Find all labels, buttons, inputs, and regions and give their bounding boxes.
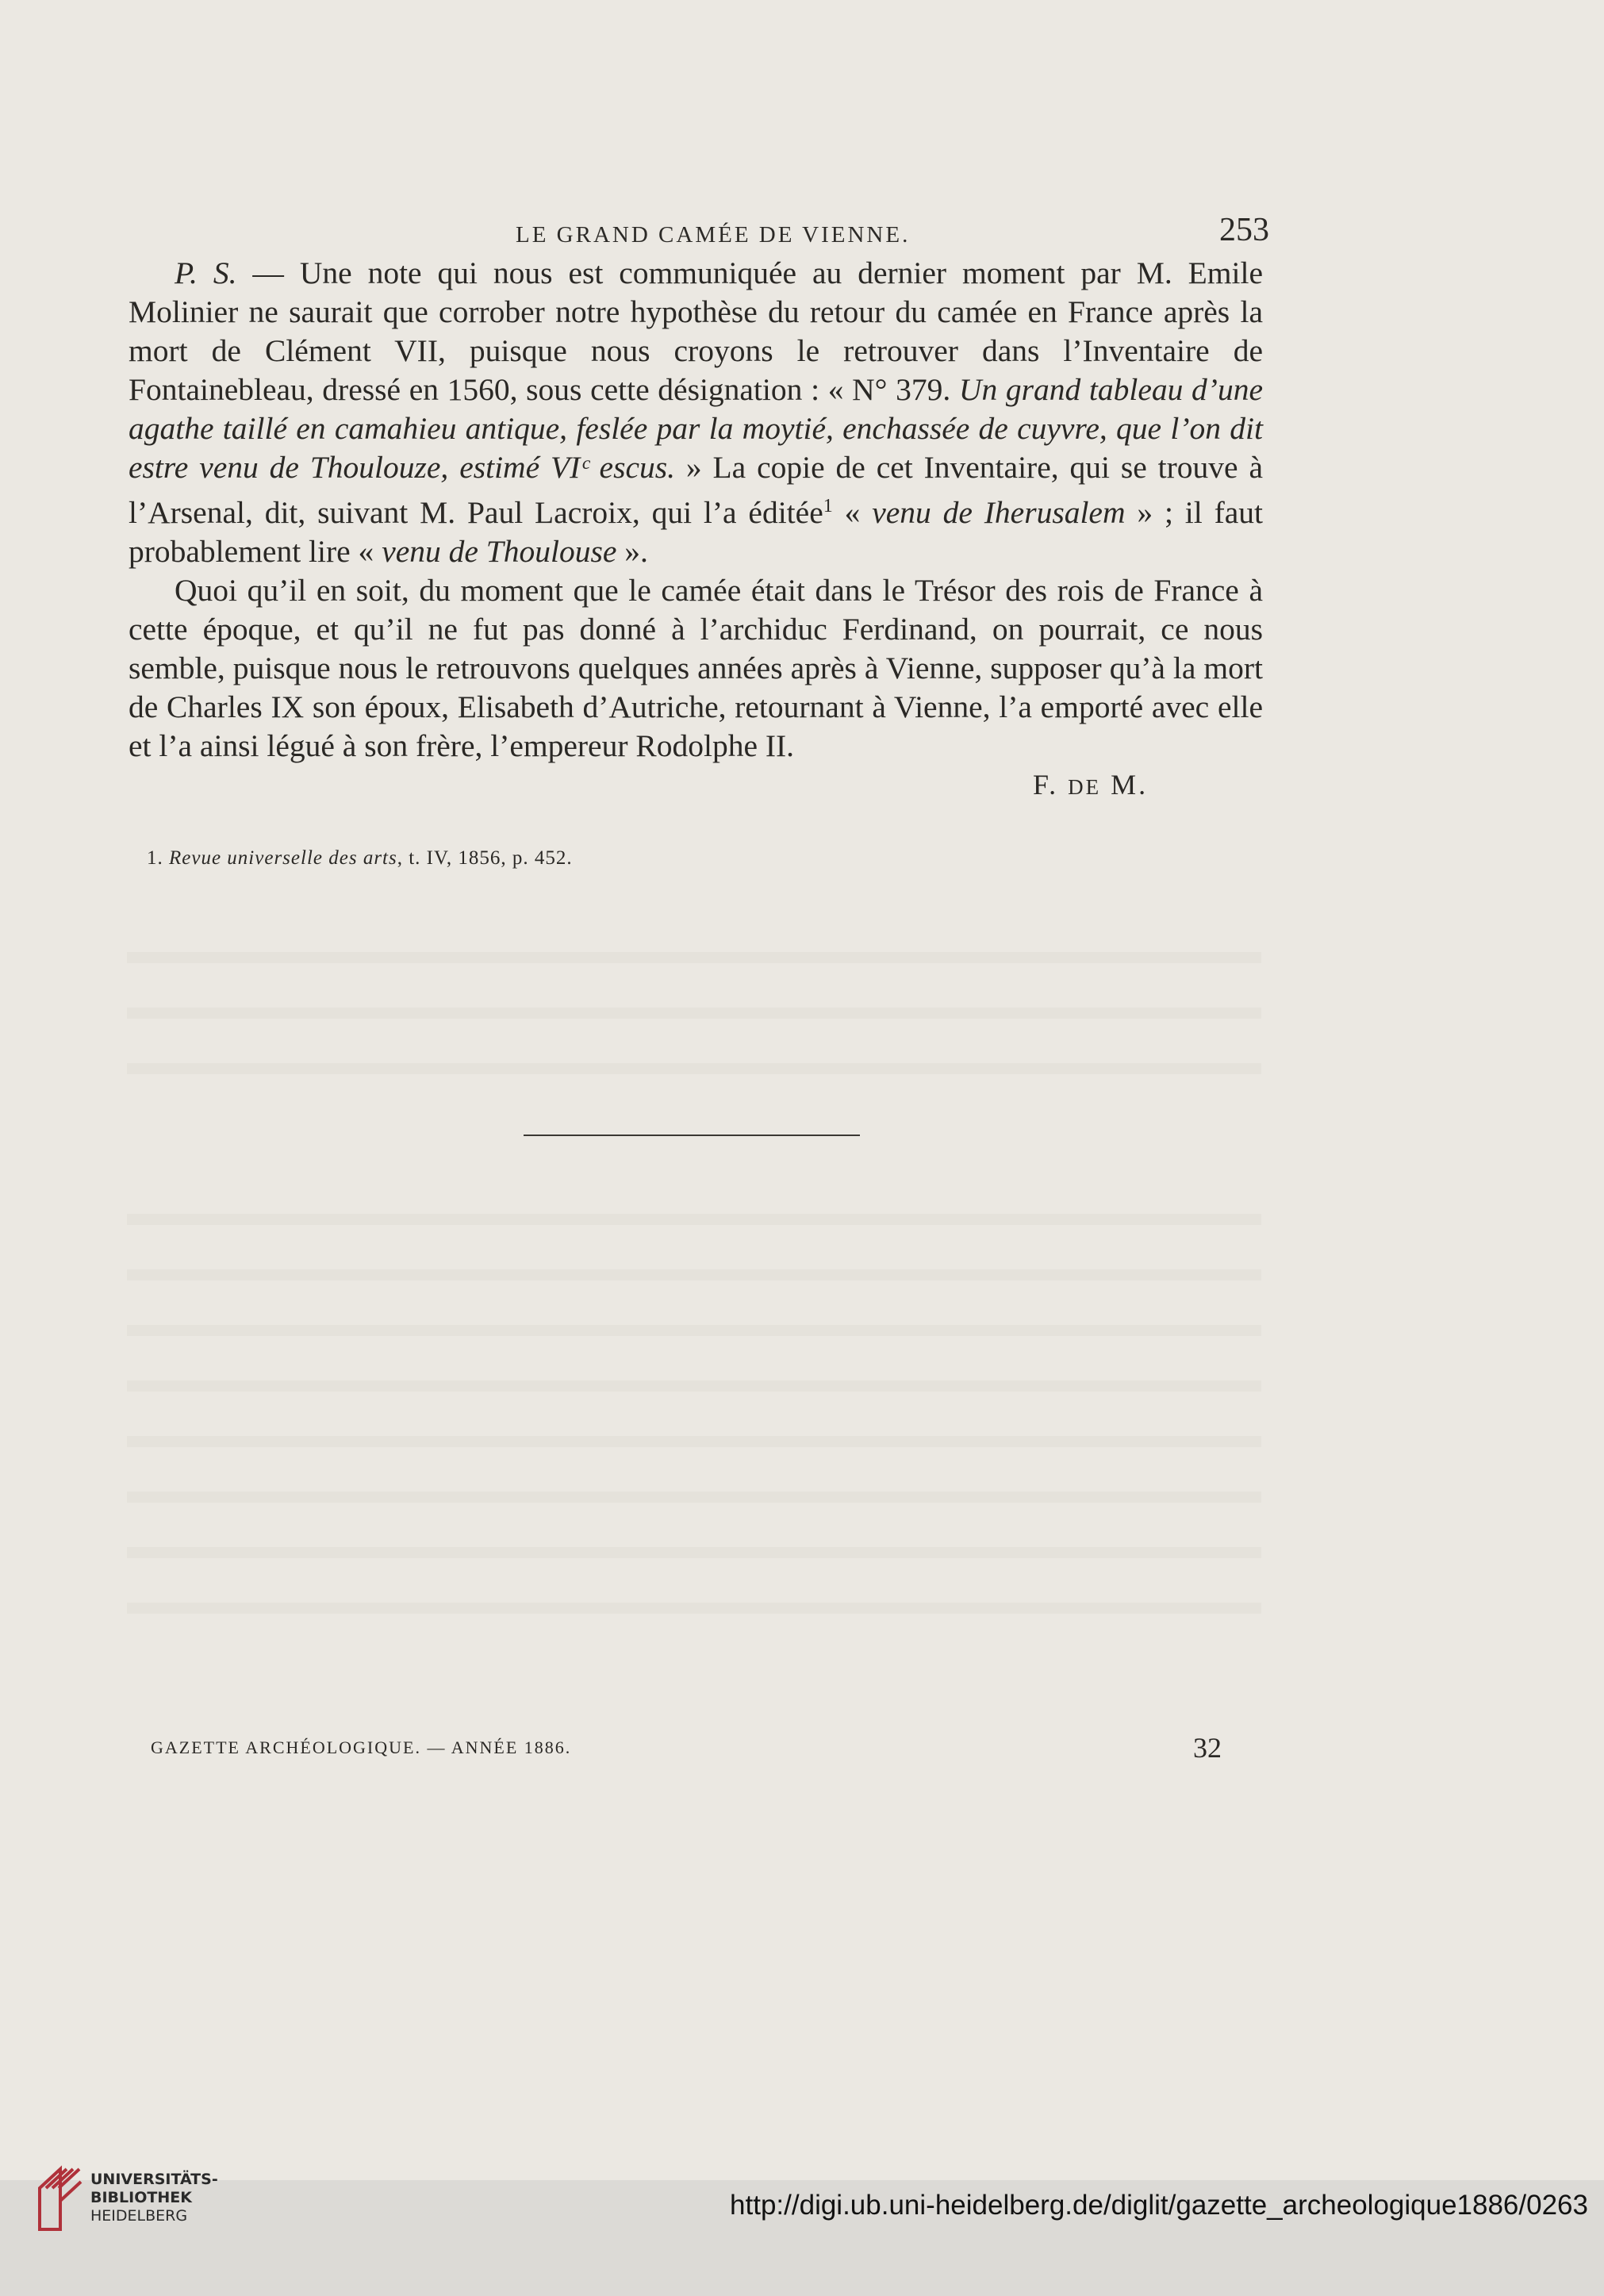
bleed-through-line — [127, 1269, 1261, 1280]
logo-line-3: HEIDELBERG — [90, 2207, 188, 2225]
paragraph-postscript — [129, 254, 1263, 571]
bleed-through-line — [127, 1380, 1261, 1392]
quote-iherusalem: venu de Iherusalem — [872, 495, 1126, 531]
journal-signature: GAZETTE ARCHÉOLOGIQUE. — ANNÉE 1886. — [151, 1737, 572, 1757]
running-head-title: LE GRAND CAMÉE DE VIENNE. — [516, 222, 911, 248]
bleed-through-line — [127, 1063, 1261, 1074]
footnote-title: Revue universelle des arts — [169, 847, 397, 869]
running-head — [127, 208, 1269, 255]
author-signature — [1033, 768, 1148, 801]
bleed-through-line — [127, 1547, 1261, 1558]
signature-surname: M. — [1111, 769, 1149, 801]
ps-text-2: » La copie de cet Inventaire, qui se trouve à l’Arsenal, dit, suivant M. Paul Lacroix, qui l’a éditée — [129, 450, 1263, 531]
bleed-through-line — [127, 1603, 1261, 1614]
footnote — [147, 847, 1099, 870]
ps-text-5: ». — [616, 534, 648, 570]
logo-line-2: BIBLIOTHEK — [90, 2189, 192, 2206]
source-url-link[interactable]: http://digi.ub.uni-heidelberg.de/diglit/gazette_archeologique1886/0263 — [730, 2190, 1588, 2221]
paragraph-conclusion: Quoi qu’il en soit, du moment que le camée était dans le Trésor des rois de France à cette époque, et qu’il ne fut pas donné à l’archiduc Ferdinand, on pourrait, ce nous semble, puisque nous le retrouvons quelques années après à Vienne, supposer qu’à la mort de Charles IX son époux, Elisabeth d’Autriche, retournant à Vienne, l’a emporté avec elle et l’a ainsi légué à son frère, l’empereur Rodolphe II. — [129, 573, 1263, 764]
bleed-through-line — [127, 1492, 1261, 1503]
article-body — [129, 254, 1263, 766]
ps-text-4: » ; il faut probablement lire « — [129, 495, 1263, 570]
bleed-through-line — [127, 952, 1261, 963]
bleed-through-line — [127, 1214, 1261, 1225]
inventory-quote: Un grand tableau d’une agathe taillé en camahieu antique, feslée par la moytié, enchassée de cuyvre, que l’on dit estre venu de Thoulouze, estimé VIᶜ escus. — [129, 372, 1263, 485]
signature-particle: DE — [1068, 775, 1102, 799]
ps-text-3: « — [832, 495, 873, 531]
footnote-reference: 1 — [823, 496, 833, 516]
footnote-number: 1. — [147, 847, 163, 869]
bleed-through-line — [127, 1436, 1261, 1447]
signature-number: 32 — [1193, 1732, 1222, 1764]
footnote-rest: , t. IV, 1856, p. 452. — [397, 847, 573, 869]
library-logo-text — [90, 2171, 218, 2225]
bleed-through-line — [127, 1008, 1261, 1019]
bleed-through-line — [127, 1325, 1261, 1336]
section-divider-rule — [524, 1135, 860, 1136]
ps-label: P. S. — [175, 255, 237, 290]
page-number: 253 — [1219, 212, 1269, 248]
quote-thoulouse: venu de Thoulouse — [382, 534, 617, 570]
library-logo-icon — [36, 2153, 86, 2233]
signature-initial: F. — [1033, 769, 1059, 801]
logo-line-1: UNIVERSITÄTS- — [90, 2171, 218, 2188]
ps-text-1: — Une note qui nous est communiquée au dernier moment par M. Emile Molinier ne saurait que corrober notre hypothèse du retour du camée en France après la mort de Clément VII, puisque nous croyons le retrouver dans l’Inventaire de Fontainebleau, dressé en 1560, sous cette désignation : « N° 379. — [129, 255, 1263, 407]
